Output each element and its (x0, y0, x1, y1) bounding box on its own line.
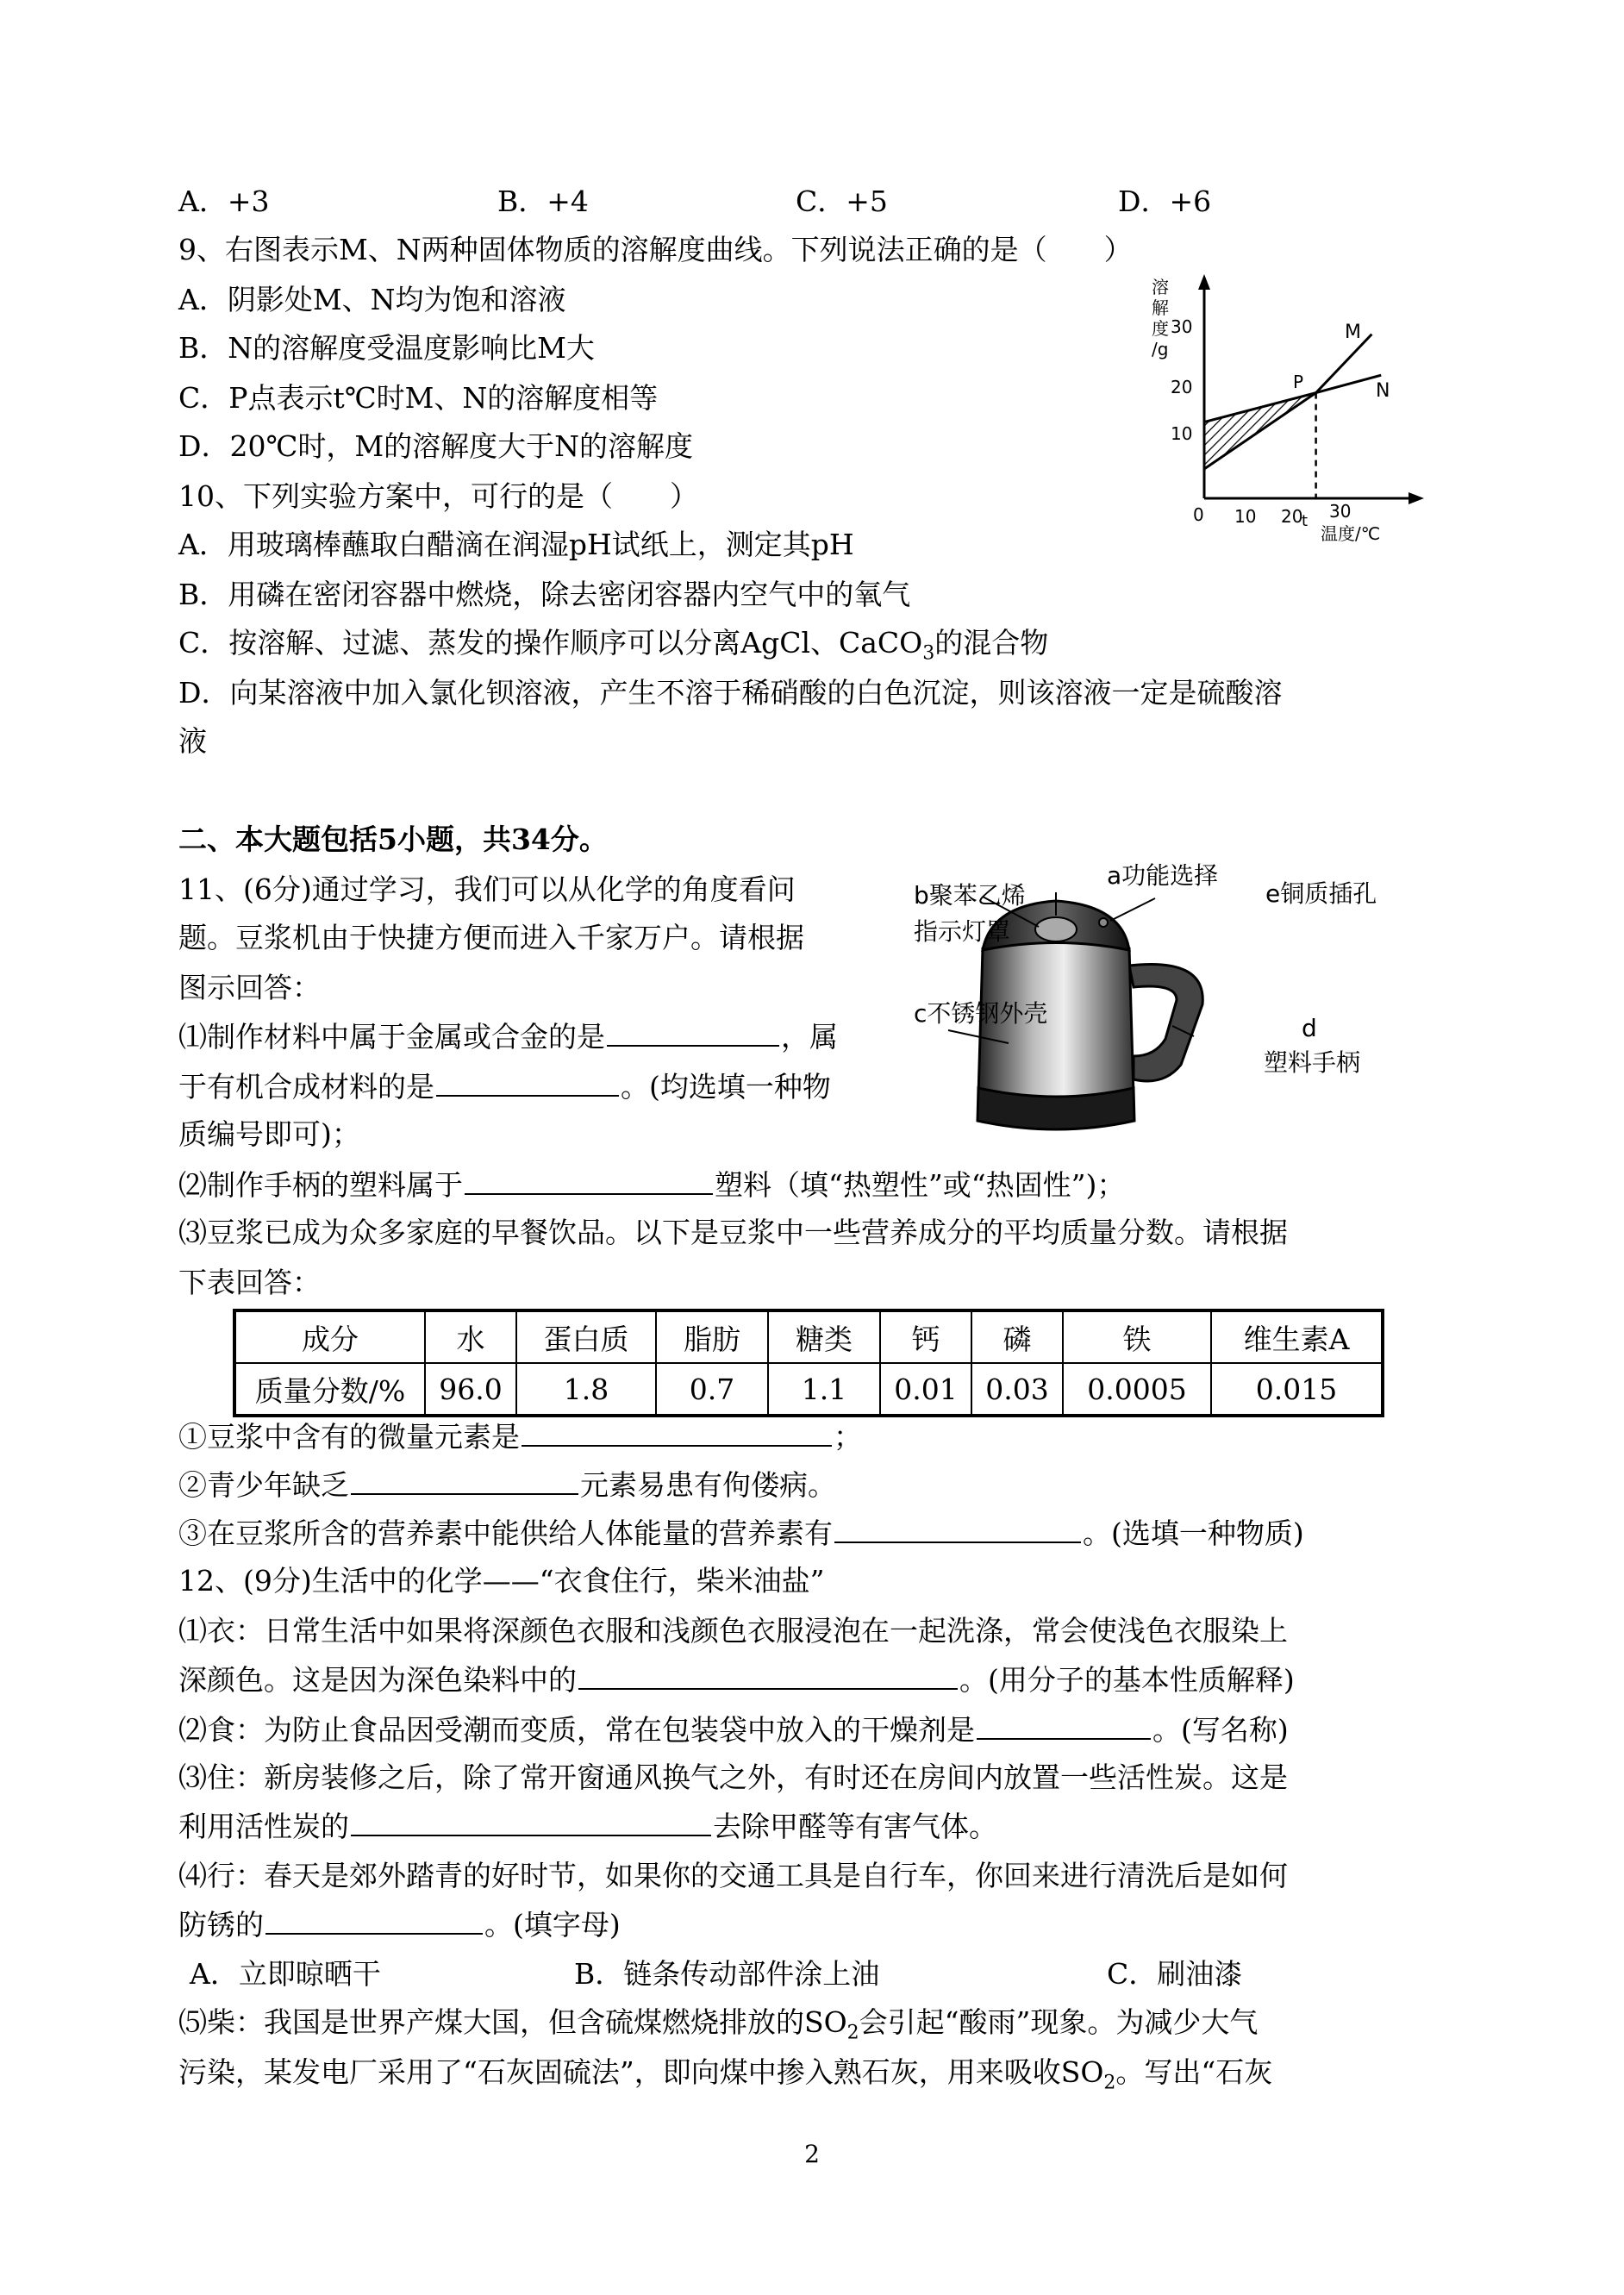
q11-part3-line1: ⑶豆浆已成为众多家庭的早餐饮品。以下是豆浆中一些营养成分的平均质量分数。请根据 (178, 1216, 1288, 1249)
solubility-chart (1138, 267, 1431, 547)
chart-p-label: P (1293, 372, 1304, 392)
q12-option-c: C．刷油漆 (1107, 1957, 1243, 1991)
q12-part1-end: 。(用分子的基本性质解释) (959, 1663, 1295, 1697)
q12-part3-text: 利用活性炭的 (178, 1810, 349, 1843)
q11-part2-text-end: 塑料（填“热塑性”或“热固性”)； (715, 1168, 1126, 1202)
q11-sub3 (178, 1516, 1304, 1551)
q11-sub2-end: 元素易患有佝偻病。 (580, 1468, 836, 1502)
q12-part5b-end: 。写出“石灰 (1115, 2055, 1273, 2089)
chart-xtick-30: 30 (1329, 501, 1352, 522)
chart-ytick-20: 20 (1171, 377, 1193, 397)
q11-blank-element[interactable] (351, 1467, 578, 1495)
q12-part5-line1 (178, 2005, 1258, 2051)
q11-sub2-text: ②青少年缺乏 (178, 1468, 349, 1502)
table-header-cell: 水 (425, 1310, 516, 1363)
q11-line1: 11、(6分)通过学习，我们可以从化学的角度看问 (178, 872, 796, 906)
q12-part4-options (190, 1957, 1242, 1992)
chart-x-arrow (1409, 492, 1424, 504)
q11-part2 (178, 1167, 1125, 1203)
table-header-cell: 磷 (971, 1310, 1063, 1363)
leader-line-e (1110, 898, 1155, 921)
table-header-cell: 铁 (1063, 1310, 1211, 1363)
machine-socket (1099, 918, 1108, 927)
q12-part5-sub: 2 (846, 2022, 859, 2044)
page-number: 2 (804, 2140, 820, 2168)
label-c: c不锈钢外壳 (914, 999, 1048, 1028)
q10-option-c-sub: 3 (922, 642, 935, 665)
q12-part3-end: 去除甲醛等有害气体。 (713, 1810, 997, 1843)
table-header-cell: 蛋白质 (516, 1310, 656, 1363)
q12-part4-line1: ⑷行：春天是郊外踏青的好时节，如果你的交通工具是自行车，你回来进行清洗后是如何 (178, 1859, 1288, 1892)
table-cell: 1.8 (516, 1363, 656, 1416)
q12-part2-end: 。(写名称) (1152, 1713, 1289, 1747)
q11-part1-line2 (178, 1069, 831, 1104)
q11-line2: 题。豆浆机由于快捷方便而进入千家万户。请根据 (178, 921, 804, 954)
q11-part1b-text-end: 。(均选填一种物 (621, 1070, 831, 1104)
q10-option-d-line1: D．向某溶液中加入氯化钡溶液，产生不溶于稀硝酸的白色沉淀，则该溶液一定是硫酸溶 (178, 676, 1283, 710)
q8-option-a: A．+3 (178, 184, 270, 218)
section-2-heading: 二、本大题包括5小题，共34分。 (178, 822, 608, 856)
q11-part1-line1 (178, 1019, 838, 1054)
chart-ylabel-4: /g (1152, 339, 1169, 360)
label-b1: b聚苯乙烯 (914, 881, 1026, 910)
q10-option-c-end: 的混合物 (934, 626, 1049, 660)
q10-option-b: B．用磷在密闭容器中燃烧，除去密闭容器内空气中的氧气 (178, 578, 911, 611)
q12-blank-desiccant[interactable] (977, 1712, 1151, 1740)
q11-blank-organic[interactable] (436, 1069, 619, 1097)
table-cell: 0.03 (971, 1363, 1063, 1416)
machine-indicator-cover (1035, 917, 1077, 941)
table-header-cell: 糖类 (768, 1310, 880, 1363)
q8-option-c: C．+5 (796, 184, 888, 218)
q12-part5-text: ⑸柴：我国是世界产煤大国，但含硫煤燃烧排放的SO (178, 2005, 847, 2039)
q10-option-d-line2: 液 (178, 724, 207, 758)
table-row (234, 1363, 1383, 1416)
q12-option-a: A．立即晾晒干 (190, 1957, 381, 1991)
q11-line3: 图示回答： (178, 971, 321, 1004)
q9-option-b: B．N的溶解度受温度影响比M大 (178, 331, 595, 365)
q9-option-d: D．20℃时，M的溶解度大于N的溶解度 (178, 429, 694, 463)
q12-part5-line2 (178, 2055, 1272, 2101)
label-e: e铜质插孔 (1265, 879, 1377, 908)
q11-sub3-text: ③在豆浆所含的营养素中能供给人体能量的营养素有 (178, 1516, 833, 1550)
q11-blank-nutrient[interactable] (834, 1516, 1081, 1543)
q12-blank-rust[interactable] (265, 1907, 483, 1935)
chart-ylabel-3: 度 (1152, 318, 1169, 339)
q12-part1-text: 深颜色。这是因为深色染料中的 (178, 1663, 577, 1697)
chart-n-label: N (1376, 380, 1390, 402)
q12-part3-line1: ⑶住：新房装修之后，除了常开窗通风换气之外，有时还在房间内放置一些活性炭。这是 (178, 1760, 1288, 1794)
q12-part2-text: ⑵食：为防止食品因受潮而变质，常在包装袋中放入的干燥剂是 (178, 1713, 975, 1747)
chart-xlabel: 温度/℃ (1321, 523, 1381, 544)
q12-line1: 12、(9分)生活中的化学——“衣食住行，柴米油盐” (178, 1564, 825, 1598)
q12-part1-line2 (178, 1662, 1295, 1698)
q10-option-a: A．用玻璃棒蘸取白醋滴在润湿pH试纸上，测定其pH (178, 528, 854, 561)
chart-ylabel-2: 解 (1152, 297, 1169, 318)
q12-blank-carbon[interactable] (351, 1809, 711, 1836)
chart-m-label: M (1345, 322, 1361, 343)
chart-y-arrow (1198, 274, 1210, 290)
soymilk-machine-illustration (896, 854, 1448, 1138)
q8-options (178, 184, 1211, 219)
chart-ylabel-1: 溶 (1152, 277, 1169, 297)
q12-part1-line1: ⑴衣：日常生活中如果将深颜色衣服和浅颜色衣服浸泡在一起洗涤，常会使浅色衣服染上 (178, 1614, 1288, 1648)
q11-sub3-end: 。(选填一种物质) (1083, 1516, 1304, 1550)
label-d1: d (1302, 1014, 1317, 1042)
q11-part1-line3: 质编号即可)； (178, 1117, 360, 1151)
q8-option-b: B．+4 (497, 184, 589, 218)
label-b2: 指示灯罩 (914, 917, 1011, 946)
table-cell: 0.7 (656, 1363, 768, 1416)
table-header-row (234, 1310, 1383, 1363)
q12-part4-end: 。(填字母) (484, 1908, 621, 1942)
q11-part1-text-end: ，属 (781, 1020, 838, 1054)
q9-option-c: C．P点表示t℃时M、N的溶解度相等 (178, 381, 659, 415)
q11-blank-plastic[interactable] (465, 1167, 713, 1195)
table-cell: 质量分数/% (234, 1363, 425, 1416)
q11-blank-trace[interactable] (522, 1419, 832, 1447)
q12-blank-molecule[interactable] (578, 1662, 958, 1690)
table-header-cell: 钙 (880, 1310, 971, 1363)
q11-part1b-text: 于有机合成材料的是 (178, 1070, 434, 1104)
q10-option-c-text: C．按溶解、过滤、蒸发的操作顺序可以分离AgCl、CaCO (178, 626, 923, 660)
chart-xtick-20: 20 (1281, 506, 1303, 527)
q11-part1-text: ⑴制作材料中属于金属或合金的是 (178, 1020, 605, 1054)
chart-xtick-10: 10 (1234, 506, 1257, 527)
machine-handle (1129, 964, 1202, 1080)
q12-option-b: B．链条传动部件涂上油 (574, 1957, 880, 1991)
chart-ytick-10: 10 (1171, 423, 1193, 444)
q12-part4-line2 (178, 1907, 621, 1942)
q8-option-d: D．+6 (1118, 184, 1212, 218)
table-cell: 0.01 (880, 1363, 971, 1416)
label-a: a功能选择 (1107, 861, 1219, 890)
table-header-cell: 维生素A (1211, 1310, 1383, 1363)
q10-option-c (178, 626, 1048, 672)
q12-part5b-text: 污染，某发电厂采用了“石灰固硫法”，即向煤中掺入熟石灰，用来吸收SO (178, 2055, 1104, 2089)
chart-t-label: t (1302, 512, 1309, 530)
q12-part2 (178, 1712, 1289, 1748)
q11-sub1 (178, 1419, 862, 1454)
q11-blank-metal[interactable] (607, 1019, 779, 1047)
table-header-cell: 脂肪 (656, 1310, 768, 1363)
q11-sub1-text: ①豆浆中含有的微量元素是 (178, 1420, 520, 1454)
q9-option-a: A．阴影处M、N均为饱和溶液 (178, 283, 566, 316)
q10-stem: 10、下列实验方案中，可行的是（ ） (178, 479, 698, 513)
chart-ytick-30: 30 (1171, 316, 1193, 337)
table-cell: 96.0 (425, 1363, 516, 1416)
nutrition-table (233, 1309, 1384, 1417)
q12-part3-line2 (178, 1809, 997, 1844)
q11-part3-line2: 下表回答： (178, 1266, 321, 1299)
chart-origin: 0 (1193, 504, 1204, 525)
q12-part5b-sub: 2 (1103, 2072, 1116, 2094)
table-cell: 1.1 (768, 1363, 880, 1416)
q11-part2-text: ⑵制作手柄的塑料属于 (178, 1168, 463, 1202)
label-d2: 塑料手柄 (1264, 1048, 1361, 1077)
q12-part4-text: 防锈的 (178, 1908, 264, 1942)
q11-sub2 (178, 1467, 836, 1503)
q11-sub1-end: ； (834, 1420, 862, 1454)
q9-stem: 9、右图表示M、N两种固体物质的溶解度曲线。下列说法正确的是（ ） (178, 233, 1133, 266)
table-cell: 0.015 (1211, 1363, 1383, 1416)
q12-part5-end: 会引起“酸雨”现象。为减少大气 (859, 2005, 1259, 2039)
table-cell: 0.0005 (1063, 1363, 1211, 1416)
table-header-cell: 成分 (234, 1310, 425, 1363)
